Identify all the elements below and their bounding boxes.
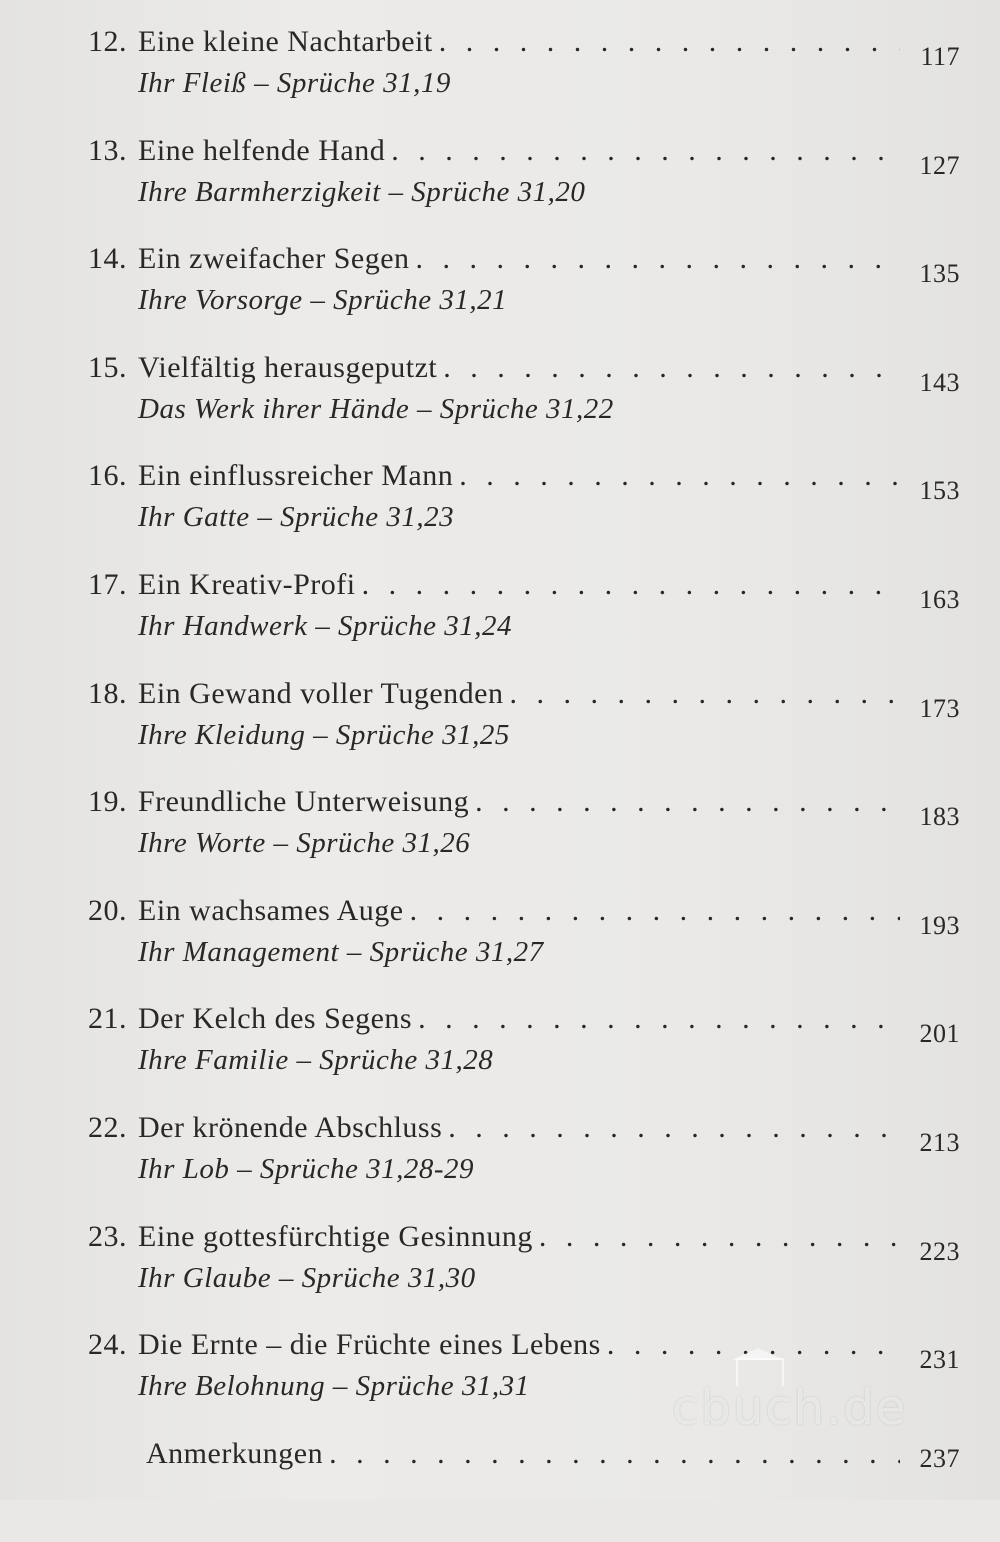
chapter-subtitle: Ihre Vorsorge – Sprüche 31,21: [138, 284, 508, 317]
chapter-title: Ein wachsames Auge: [138, 893, 404, 927]
page-number: 173: [919, 693, 960, 723]
chapter-title: Eine gottesfürchtige Gesinnung: [138, 1219, 533, 1253]
toc-entry: [88, 1217, 960, 1326]
chapter-subtitle: Ihr Management – Sprüche 31,27: [138, 935, 544, 968]
chapter-title: Ein Kreativ-Profi: [138, 567, 356, 601]
toc-entry: [88, 891, 960, 1000]
chapter-title: Eine helfende Hand: [138, 133, 386, 167]
chapter-number: 22.: [88, 1110, 127, 1144]
chapter-number: 14.: [88, 242, 127, 276]
chapter-subtitle: Ihre Familie – Sprüche 31,28: [138, 1044, 494, 1077]
notes-title: Anmerkungen: [146, 1436, 324, 1470]
chapter-title: Ein einflussreicher Mann: [138, 459, 454, 493]
toc-entry: [88, 239, 960, 348]
dot-leader: [539, 1217, 900, 1257]
chapter-subtitle: Ihre Belohnung – Sprüche 31,31: [138, 1370, 530, 1403]
dot-leader: [439, 22, 900, 62]
page-number: 237: [919, 1443, 960, 1473]
watermark-text: cbuch.de: [672, 1380, 908, 1436]
chapter-title: Die Ernte – die Früchte eines Lebens: [138, 1328, 601, 1362]
chapter-number: 13.: [88, 133, 127, 167]
dot-leader: [418, 999, 900, 1039]
chapter-number: 16.: [88, 459, 127, 493]
dot-leader: [362, 565, 900, 605]
toc-entry: [88, 131, 960, 240]
page-number: 201: [919, 1019, 960, 1049]
toc-entry: [88, 348, 960, 457]
watermark-logo: [672, 1380, 952, 1450]
page-number: 231: [919, 1345, 960, 1375]
page-number: 163: [919, 584, 960, 614]
chapter-title: Der Kelch des Segens: [138, 1002, 413, 1036]
chapter-number: 19.: [88, 785, 127, 819]
page-number: 153: [919, 476, 960, 506]
dot-leader: [459, 456, 900, 496]
chapter-number: 23.: [88, 1219, 127, 1253]
page-number: 193: [919, 910, 960, 940]
chapter-subtitle: Ihr Gatte – Sprüche 31,23: [138, 501, 455, 534]
chapter-title: Ein zweifacher Segen: [138, 242, 410, 276]
chapter-subtitle: Das Werk ihrer Hände – Sprüche 31,22: [138, 392, 614, 425]
page-number: 213: [919, 1127, 960, 1157]
chapter-subtitle: Ihr Handwerk – Sprüche 31,24: [138, 609, 513, 642]
chapter-number: 20.: [88, 893, 127, 927]
dot-leader: [475, 782, 900, 822]
dot-leader: [410, 891, 900, 931]
dot-leader: [509, 674, 900, 714]
chapter-subtitle: Ihr Glaube – Sprüche 31,30: [138, 1261, 476, 1294]
chapter-title: Vielfältig herausgeputzt: [138, 350, 438, 384]
toc-entry: [88, 1108, 960, 1217]
page-number: 127: [919, 150, 960, 180]
toc-entry: [88, 565, 960, 674]
dot-leader: [391, 131, 900, 171]
dot-leader: [416, 239, 900, 279]
chapter-subtitle: Ihre Kleidung – Sprüche 31,25: [138, 718, 510, 751]
toc-entry: [88, 782, 960, 891]
chapter-subtitle: Ihre Barmherzigkeit – Sprüche 31,20: [138, 175, 586, 208]
chapter-number: 21.: [88, 1002, 127, 1036]
chapter-subtitle: Ihr Lob – Sprüche 31,28-29: [138, 1152, 475, 1185]
chapter-title: Eine kleine Nachtarbeit: [138, 25, 433, 58]
page-number: 143: [919, 367, 960, 397]
table-of-contents: [88, 22, 960, 1542]
chapter-number: 17.: [88, 567, 127, 601]
toc-entry: [88, 22, 960, 131]
house-icon: [736, 1358, 784, 1386]
chapter-number: 24.: [88, 1328, 127, 1362]
toc-entry: [88, 999, 960, 1108]
chapter-subtitle: Ihre Worte – Sprüche 31,26: [138, 827, 471, 860]
page-number: 223: [919, 1236, 960, 1266]
page-number: 117: [920, 42, 960, 71]
page-number: 183: [919, 802, 960, 832]
toc-entry: [88, 674, 960, 783]
dot-leader: [448, 1108, 900, 1148]
page-number: 135: [919, 259, 960, 289]
toc-entry: [88, 456, 960, 565]
chapter-title: Der krönende Abschluss: [138, 1110, 443, 1144]
chapter-title: Freundliche Unterweisung: [138, 785, 470, 819]
chapter-title: Ein Gewand voller Tugenden: [138, 676, 504, 710]
dot-leader: [443, 348, 900, 388]
chapter-number: 15.: [88, 350, 127, 384]
chapter-number: 18.: [88, 676, 127, 710]
chapter-subtitle: Ihr Fleiß – Sprüche 31,19: [138, 67, 451, 99]
chapter-number: 12.: [88, 25, 127, 58]
